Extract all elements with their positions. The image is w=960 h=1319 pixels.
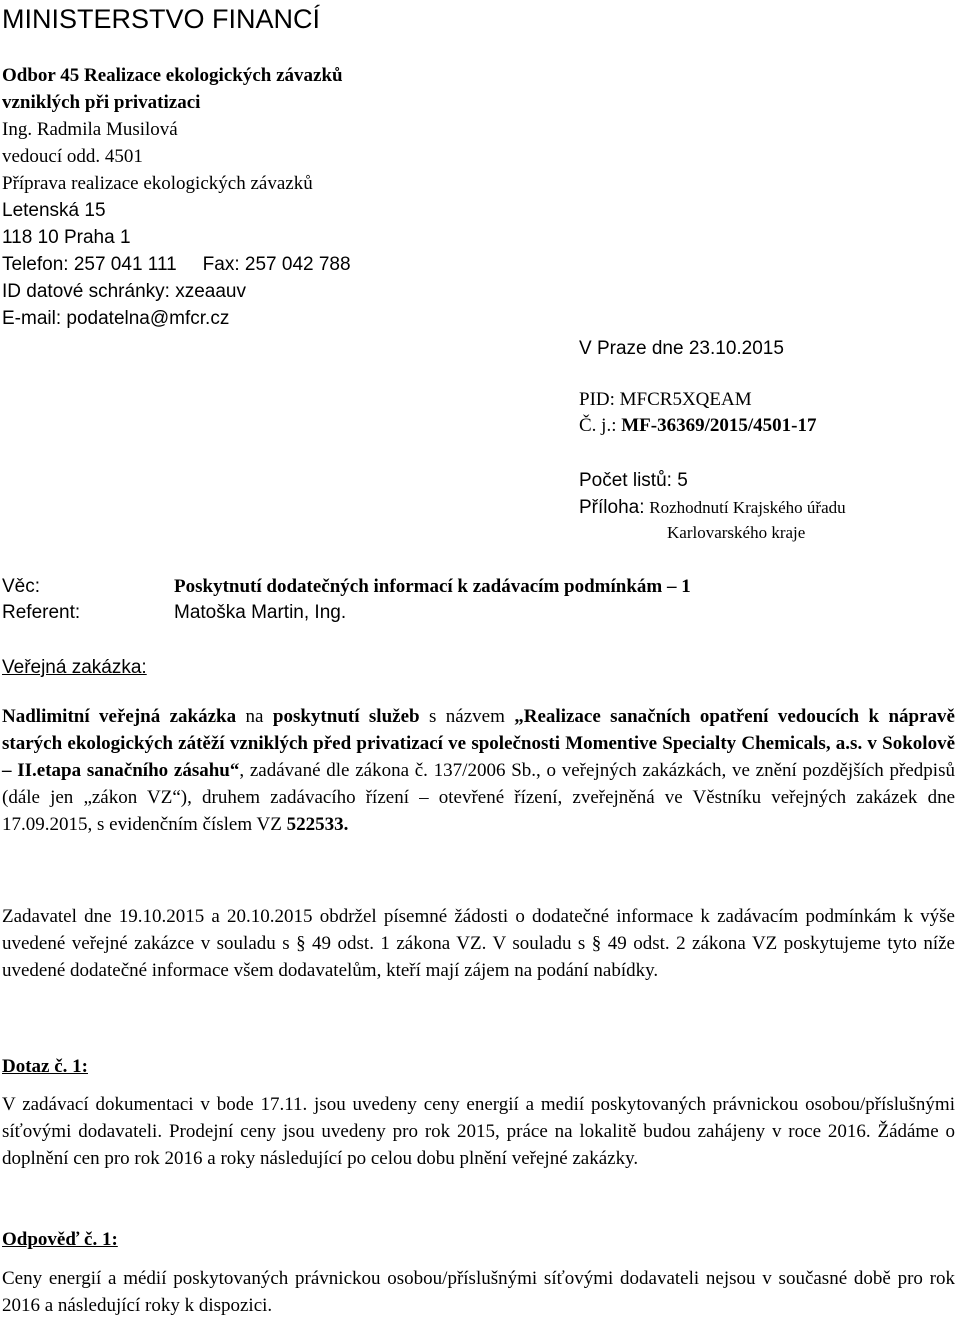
registration-number: 522533. <box>286 814 349 835</box>
phone: Telefon: 257 041 111 <box>2 254 177 275</box>
subject-row <box>2 573 691 600</box>
sender-block <box>2 62 351 332</box>
referent-label: Referent: <box>2 602 81 623</box>
department-line-2: vzniklých při privatizaci <box>2 92 201 113</box>
reference-label: Č. j.: <box>579 415 622 436</box>
unit-name: Příprava realizace ekologických závazků <box>2 173 313 194</box>
referent-value: Matoška Martin, Ing. <box>174 602 347 623</box>
contract-heading: Veřejná zakázka: <box>2 657 147 678</box>
question-1-heading: Dotaz č. 1: <box>2 1056 88 1077</box>
databox-id: ID datové schránky: xzeaauv <box>2 281 246 302</box>
document-pid: PID: MFCR5XQEAM <box>579 389 752 410</box>
city-address: 118 10 Praha 1 <box>2 227 131 248</box>
contract-description <box>2 703 955 838</box>
street-address: Letenská 15 <box>2 200 106 221</box>
fax: Fax: 257 042 788 <box>202 254 351 275</box>
reference-number <box>579 412 817 439</box>
subject-value: Poskytnutí dodatečných informací k zadávacím podmínkám – 1 <box>174 576 691 597</box>
reference-value: MF-36369/2015/4501-17 <box>621 415 817 436</box>
requests-paragraph: Zadavatel dne 19.10.2015 a 20.10.2015 obdržel písemné žádosti o dodatečné informace k zadávacím podmínkám k výše uvedené veřejné zakázce v souladu s § 49 odst. 1 zákona VZ. V souladu s § 49 odst. 2 zákona VZ poskytujeme tyto níže uvedené dodatečné informace všem dodavatelům, kteří mají zájem na podání nabídky. <box>2 906 955 981</box>
subject-label: Věc: <box>2 576 41 597</box>
attachment-label: Příloha: <box>579 497 645 518</box>
department-line-1: Odbor 45 Realizace ekologických závazků <box>2 65 343 86</box>
answer-1-heading: Odpověď č. 1: <box>2 1229 118 1250</box>
sheet-count: Počet listů: 5 <box>579 470 688 491</box>
person-role: vedoucí odd. 4501 <box>2 146 143 167</box>
question-1-text: V zadávací dokumentaci v bode 17.11. jsou uvedeny ceny energií a medií poskytovaných právnickou osobou/příslušnými síťovými dodavateli. Prodejní ceny jsou uvedeny pro rok 2015, práce na lokalitě budou zahájeny v roce 2016. Žádáme o doplnění cen pro rok 2016 a roky následující po celou dobu plnění veřejné zakázky. <box>2 1094 955 1169</box>
person-name: Ing. Radmila Musilová <box>2 119 178 140</box>
contact-line <box>2 251 351 278</box>
attachment <box>579 494 846 521</box>
attachment-line-1: Rozhodnutí Krajského úřadu <box>649 498 846 517</box>
referent-row <box>2 599 346 626</box>
ministry-title: MINISTERSTVO FINANCÍ <box>2 4 321 34</box>
contract-name: „Realizace sanačních opatření vedoucích k nápravě starých ekologických zátěží vzniklých před privatizací ve společnosti Momentive Specialty Chemicals, a.s. v Sokolově – II.etapa sanačního zásahu“ <box>2 706 955 781</box>
text-fragment: , o veřejných zakázkách, ve znění pozdějších předpisů (dále jen „zákon VZ“), druhem zadávacího řízení – otevřené řízení, zveřejněná ve Věstníku veřejných zakázek dne 17.09.2015, s evidenčním číslem VZ <box>2 760 955 835</box>
answer-1-text: Ceny energií a médií poskytovaných právnickou osobou/příslušnými síťovými dodavateli nejsou v současné době pro rok 2016 a následující roky k dispozici. <box>2 1268 955 1316</box>
text-fragment: , zadávané dle zákona č. 137/2006 Sb. <box>239 760 537 781</box>
document-date: V Praze dne 23.10.2015 <box>579 338 784 359</box>
email: E-mail: podatelna@mfcr.cz <box>2 308 230 329</box>
text-fragment: na <box>236 706 273 727</box>
contract-type: Nadlimitní veřejná zakázka <box>2 706 237 727</box>
attachment-line-2: Karlovarského kraje <box>667 523 806 542</box>
service-type: poskytnutí služeb <box>272 706 420 727</box>
text-fragment: s názvem <box>419 706 515 727</box>
